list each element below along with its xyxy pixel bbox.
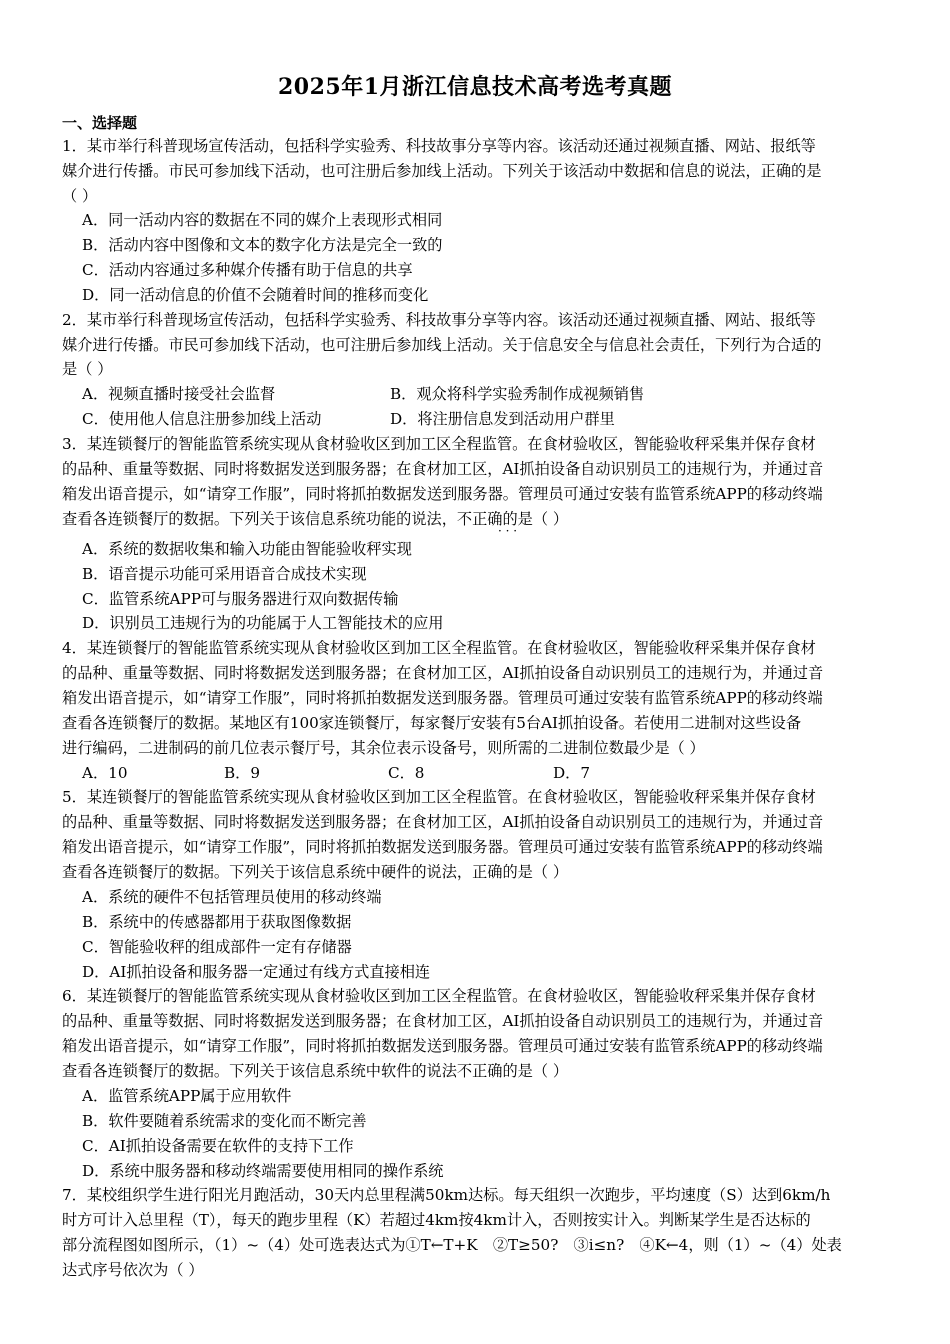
q7-stem-line: 达式序号依次为（ ） [62,1261,204,1279]
q3-stem-line: 3．某连锁餐厅的智能监管系统实现从食材验收区到加工区全程监管。在食材验收区，智能验收秤采集并保存食材 [62,435,816,453]
q1-option-b: B．活动内容中图像和文本的数字化方法是完全一致的 [82,236,443,254]
q6-stem-line: 6．某连锁餐厅的智能监管系统实现从食材验收区到加工区全程监管。在食材验收区，智能验收秤采集并保存食材 [62,987,816,1005]
q3-stem-line: 查看各连锁餐厅的数据。下列关于该信息系统功能的说法，不正确的是（ ） [62,510,569,528]
q3-option-a: A．系统的数据收集和输入功能由智能验收秤实现 [82,540,412,558]
q6-stem-line: 的品种、重量等数据、同时将数据发送到服务器；在食材加工区，AI抓拍设备自动识别员工的违规行为，并通过音 [62,1012,824,1030]
q3-stem-line: 箱发出语音提示，如“请穿工作服”，同时将抓拍数据发送到服务器。管理员可通过安装有监管系统APP的移动终端 [62,485,823,503]
q2-stem-line: 2．某市举行科普现场宣传活动，包括科学实验秀、科技故事分享等内容。该活动还通过视频直播、网站、报纸等 [62,311,816,329]
q4-option-d: D．7 [553,764,591,782]
q6-option-a: A．监管系统APP属于应用软件 [82,1087,292,1105]
q5-option-a: A．系统的硬件不包括管理员使用的移动终端 [82,888,382,906]
q4-option-c: C．8 [388,764,425,782]
q1-stem-line: 媒介进行传播。市民可参加线下活动，也可注册后参加线上活动。下列关于该活动中数据和信息的说法，正确的是 [62,162,822,180]
q2-option-d: D．将注册信息发到活动用户群里 [390,410,615,428]
q1-option-c: C．活动内容通过多种媒介传播有助于信息的共享 [82,261,413,279]
q3-option-b: B．语音提示功能可采用语音合成技术实现 [82,565,367,583]
q4-stem-line: 查看各连锁餐厅的数据。某地区有100家连锁餐厅，每家餐厅安装有5台AI抓拍设备。若使用二进制对这些设备 [62,714,802,732]
q4-stem-line: 4．某连锁餐厅的智能监管系统实现从食材验收区到加工区全程监管。在食材验收区，智能验收秤采集并保存食材 [62,639,816,657]
q5-stem-line: 5．某连锁餐厅的智能监管系统实现从食材验收区到加工区全程监管。在食材验收区，智能验收秤采集并保存食材 [62,788,816,806]
q4-stem-line: 箱发出语音提示，如“请穿工作服”，同时将抓拍数据发送到服务器。管理员可通过安装有监管系统APP的移动终端 [62,689,823,707]
q2-option-a: A．视频直播时接受社会监督 [82,385,276,403]
q5-stem-line: 的品种、重量等数据、同时将数据发送到服务器；在食材加工区，AI抓拍设备自动识别员工的违规行为，并通过音 [62,813,824,831]
q2-stem-line: 是（ ） [62,360,113,378]
q6-option-b: B．软件要随着系统需求的变化而不断完善 [82,1112,367,1130]
q1-stem-line: （ ） [62,187,98,205]
q4-stem-line: 的品种、重量等数据、同时将数据发送到服务器；在食材加工区，AI抓拍设备自动识别员工的违规行为，并通过音 [62,664,824,682]
q7-stem-line: 部分流程图如图所示，（1）~（4）处可选表达式为①T←T+K ②T≥50? ③i≤n? ④K←4，则（1）~（4）处表 [62,1236,842,1254]
section-heading: 一、选择题 [62,114,138,132]
q3-option-d: D．识别员工违规行为的功能属于人工智能技术的应用 [82,614,444,632]
q4-option-a: A．10 [82,764,128,782]
q5-option-d: D．AI抓拍设备和服务器一定通过有线方式直接相连 [82,963,431,981]
q3-stem-line: 的品种、重量等数据、同时将数据发送到服务器；在食材加工区，AI抓拍设备自动识别员工的违规行为，并通过音 [62,460,824,478]
q1-stem-line: 1．某市举行科普现场宣传活动，包括科学实验秀、科技故事分享等内容。该活动还通过视频直播、网站、报纸等 [62,137,816,155]
q6-stem-line: 查看各连锁餐厅的数据。下列关于该信息系统中软件的说法不正确的是（ ） [62,1062,569,1080]
page-title: 2025年1月浙江信息技术高考选考真题 [277,74,673,100]
q2-option-b: B．观众将科学实验秀制作成视频销售 [390,385,645,403]
q1-option-d: D．同一活动信息的价值不会随着时间的推移而变化 [82,286,429,304]
q6-option-d: D．系统中服务器和移动终端需要使用相同的操作系统 [82,1162,444,1180]
q2-option-c: C．使用他人信息注册参加线上活动 [82,410,322,428]
q1-option-a: A．同一活动内容的数据在不同的媒介上表现形式相同 [82,211,443,229]
q5-option-b: B．系统中的传感器都用于获取图像数据 [82,913,352,931]
q7-stem-line: 7．某校组织学生进行阳光月跑活动，30天内总里程满50km达标。每天组织一次跑步，平均速度（S）达到6km/h [62,1186,831,1204]
q4-option-b: B．9 [224,764,261,782]
q5-stem-line: 查看各连锁餐厅的数据。下列关于该信息系统中硬件的说法，正确的是（ ） [62,863,569,881]
q7-stem-line: 时方可计入总里程（T），每天的跑步里程（K）若超过4km按4km计入，否则按实计入。判断某学生是否达标的 [62,1211,811,1229]
q5-option-c: C．智能验收秤的组成部件一定有存储器 [82,938,352,956]
q4-stem-line: 进行编码，二进制码的前几位表示餐厅号，其余位表示设备号，则所需的二进制位数最少是（ ） [62,739,705,757]
q3-option-c: C．监管系统APP可与服务器进行双向数据传输 [82,590,399,608]
q5-stem-line: 箱发出语音提示，如“请穿工作服”，同时将抓拍数据发送到服务器。管理员可通过安装有监管系统APP的移动终端 [62,838,823,856]
q6-stem-line: 箱发出语音提示，如“请穿工作服”，同时将抓拍数据发送到服务器。管理员可通过安装有监管系统APP的移动终端 [62,1037,823,1055]
q6-option-c: C．AI抓拍设备需要在软件的支持下工作 [82,1137,354,1155]
q2-stem-line: 媒介进行传播。市民可参加线下活动，也可注册后参加线上活动。关于信息安全与信息社会责任，下列行为合适的 [62,336,822,354]
emphasis-dots: · · · [498,524,518,538]
